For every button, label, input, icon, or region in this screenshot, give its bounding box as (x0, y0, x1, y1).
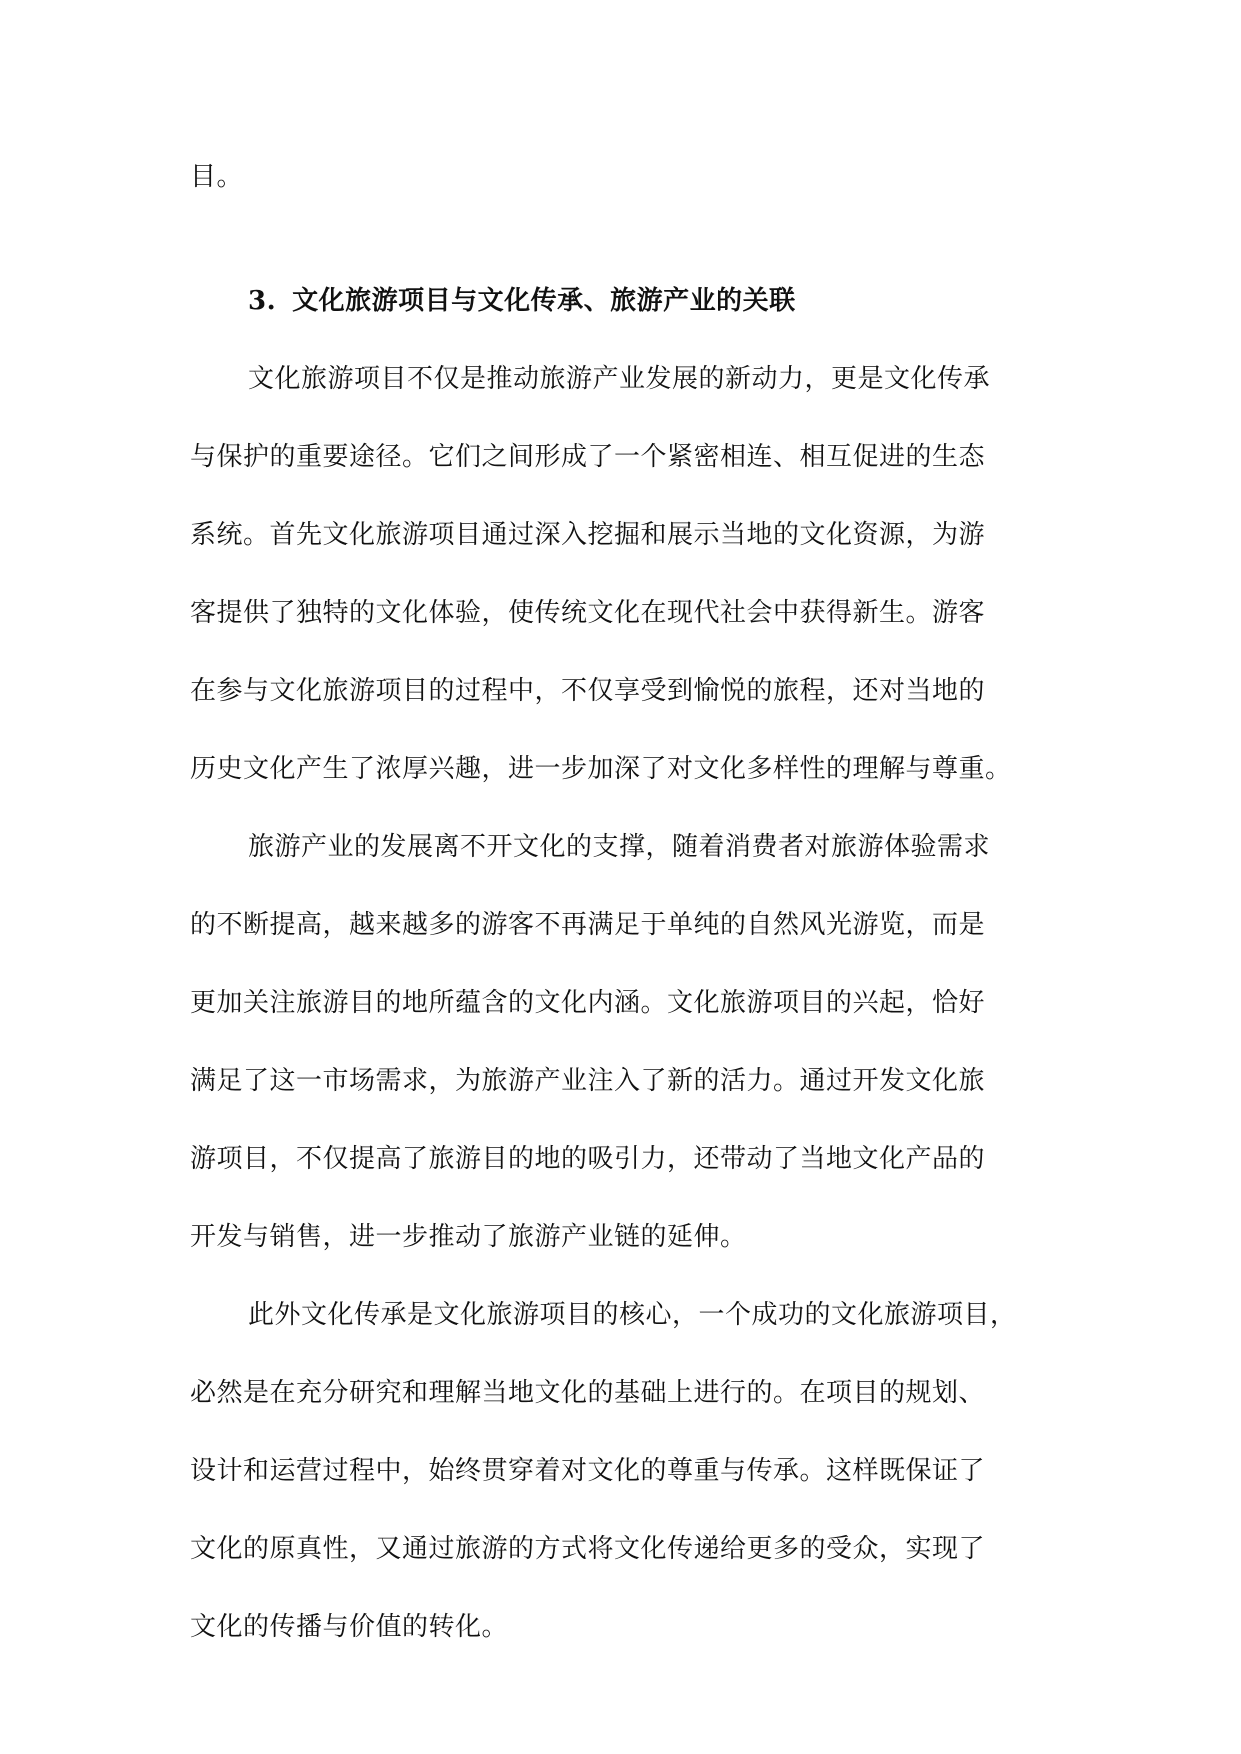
paragraph-line: 满足了这一市场需求，为旅游产业注入了新的活力。通过开发文化旅 (190, 1066, 986, 1096)
section-title: 文化旅游项目与文化传承、旅游产业的关联 (292, 286, 796, 316)
paragraph-line: 更加关注旅游目的地所蕴含的文化内涵。文化旅游项目的兴起，恰好 (190, 988, 986, 1018)
paragraph-line: 系统。首先文化旅游项目通过深入挖掘和展示当地的文化资源，为游 (190, 520, 986, 550)
paragraph-line: 必然是在充分研究和理解当地文化的基础上进行的。在项目的规划、 (190, 1378, 986, 1408)
paragraph-line: 游项目，不仅提高了旅游目的地的吸引力，还带动了当地文化产品的 (190, 1144, 986, 1174)
page-content (190, 138, 1050, 1666)
paragraph-line: 文化的原真性，又通过旅游的方式将文化传递给更多的受众，实现了 (190, 1534, 986, 1564)
section-number: 3. (248, 286, 277, 316)
paragraph (190, 1276, 1050, 1666)
paragraph (190, 808, 1050, 1276)
continuation-text: 目。 (190, 162, 244, 192)
paragraph-line: 开发与销售，进一步推动了旅游产业链的延伸。 (190, 1222, 747, 1252)
paragraph-line: 旅游产业的发展离不开文化的支撑，随着消费者对旅游体验需求 (248, 832, 991, 862)
paragraph-line: 文化的传播与价值的转化。 (190, 1612, 509, 1642)
paragraph-line: 文化旅游项目不仅是推动旅游产业发展的新动力，更是文化传承 (248, 364, 991, 394)
paragraph-line: 此外文化传承是文化旅游项目的核心，一个成功的文化旅游项目， (248, 1300, 1017, 1330)
paragraph-line: 设计和运营过程中，始终贯穿着对文化的尊重与传承。这样既保证了 (190, 1456, 986, 1486)
paragraph-line: 与保护的重要途径。它们之间形成了一个紧密相连、相互促进的生态 (190, 442, 986, 472)
paragraph-line: 在参与文化旅游项目的过程中，不仅享受到愉悦的旅程，还对当地的 (190, 676, 986, 706)
paragraph-line: 历史文化产生了浓厚兴趣，进一步加深了对文化多样性的理解与尊重。 (190, 754, 1012, 784)
paragraph-line: 的不断提高，越来越多的游客不再满足于单纯的自然风光游览，而是 (190, 910, 986, 940)
paragraph (190, 340, 1050, 808)
paragraph-line: 客提供了独特的文化体验，使传统文化在现代社会中获得新生。游客 (190, 598, 986, 628)
section-heading (190, 262, 1050, 340)
